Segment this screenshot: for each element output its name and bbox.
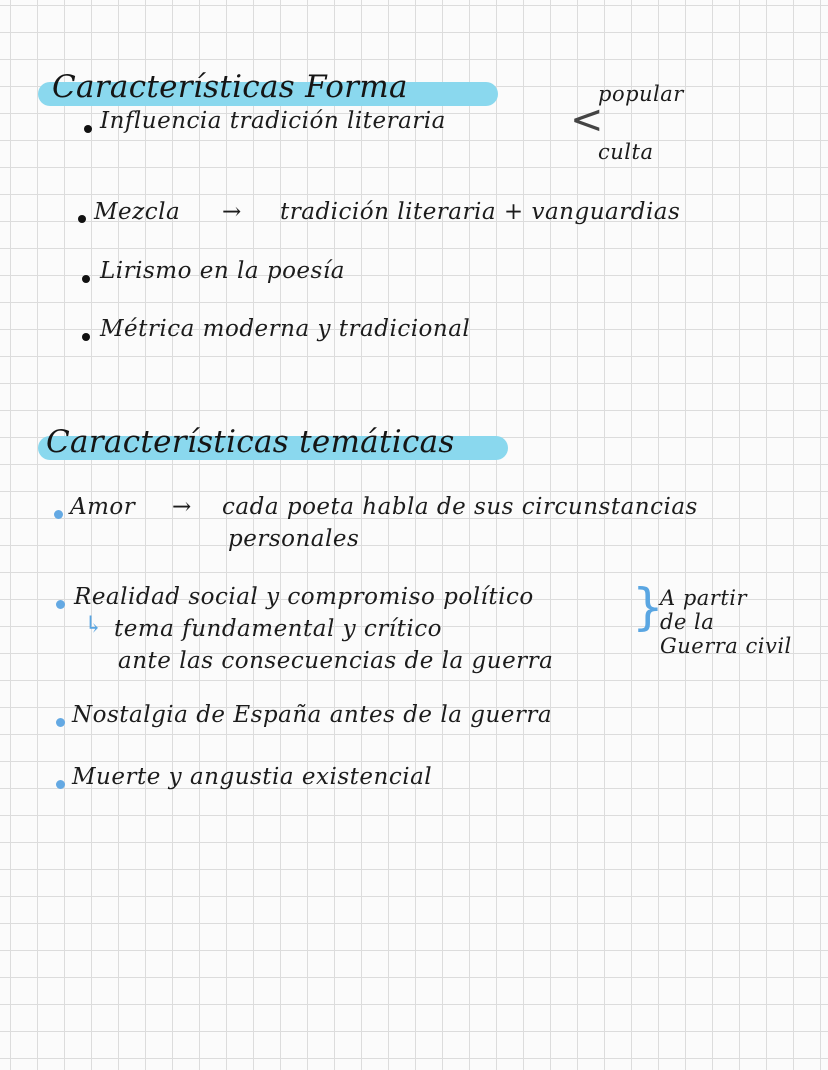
tematica-muerte: Muerte y angustia existencial [72, 764, 433, 790]
bullet-dot [82, 333, 90, 341]
forma-item-influencia: Influencia tradición literaria [100, 108, 446, 134]
bullet-dot-blue [56, 600, 65, 609]
branch-bracket: < [570, 97, 604, 143]
bullet-dot-blue [56, 718, 65, 727]
bullet-dot [84, 125, 92, 133]
bullet-dot-blue [54, 510, 63, 519]
bullet-dot-blue [56, 780, 65, 789]
arrow-icon: → [172, 494, 192, 520]
arrow-icon: → [222, 199, 242, 225]
branch-culta: culta [598, 140, 654, 164]
section-title-forma: Características Forma [52, 69, 408, 105]
tematica-realidad-ante: ante las consecuencias de la guerra [118, 648, 554, 674]
branch-popular: popular [598, 82, 684, 106]
forma-item-mezcla: Mezcla [94, 199, 181, 225]
tematica-nostalgia: Nostalgia de España antes de la guerra [72, 702, 553, 728]
tematica-realidad-tema: tema fundamental y crítico [114, 616, 442, 642]
bullet-dot [78, 215, 86, 223]
tematica-amor-detail: cada poeta habla de sus circunstancias [222, 494, 698, 520]
curly-brace-icon: } [632, 578, 664, 636]
sub-arrow-icon: ↳ [84, 612, 104, 638]
note-guerra-civil: Guerra civil [660, 634, 792, 658]
forma-item-mezcla-detail: tradición literaria + vanguardias [280, 199, 681, 225]
bullet-dot [82, 275, 90, 283]
tematica-realidad: Realidad social y compromiso político [74, 584, 534, 610]
note-de-la: de la [660, 610, 715, 634]
forma-item-metrica: Métrica moderna y tradicional [100, 316, 471, 342]
section-title-tematicas: Características temáticas [46, 424, 455, 460]
forma-item-lirismo: Lirismo en la poesía [100, 258, 345, 284]
tematica-amor: Amor [70, 494, 136, 520]
note-a-partir: A partir [660, 586, 748, 610]
tematica-amor-detail-cont: personales [228, 526, 360, 552]
